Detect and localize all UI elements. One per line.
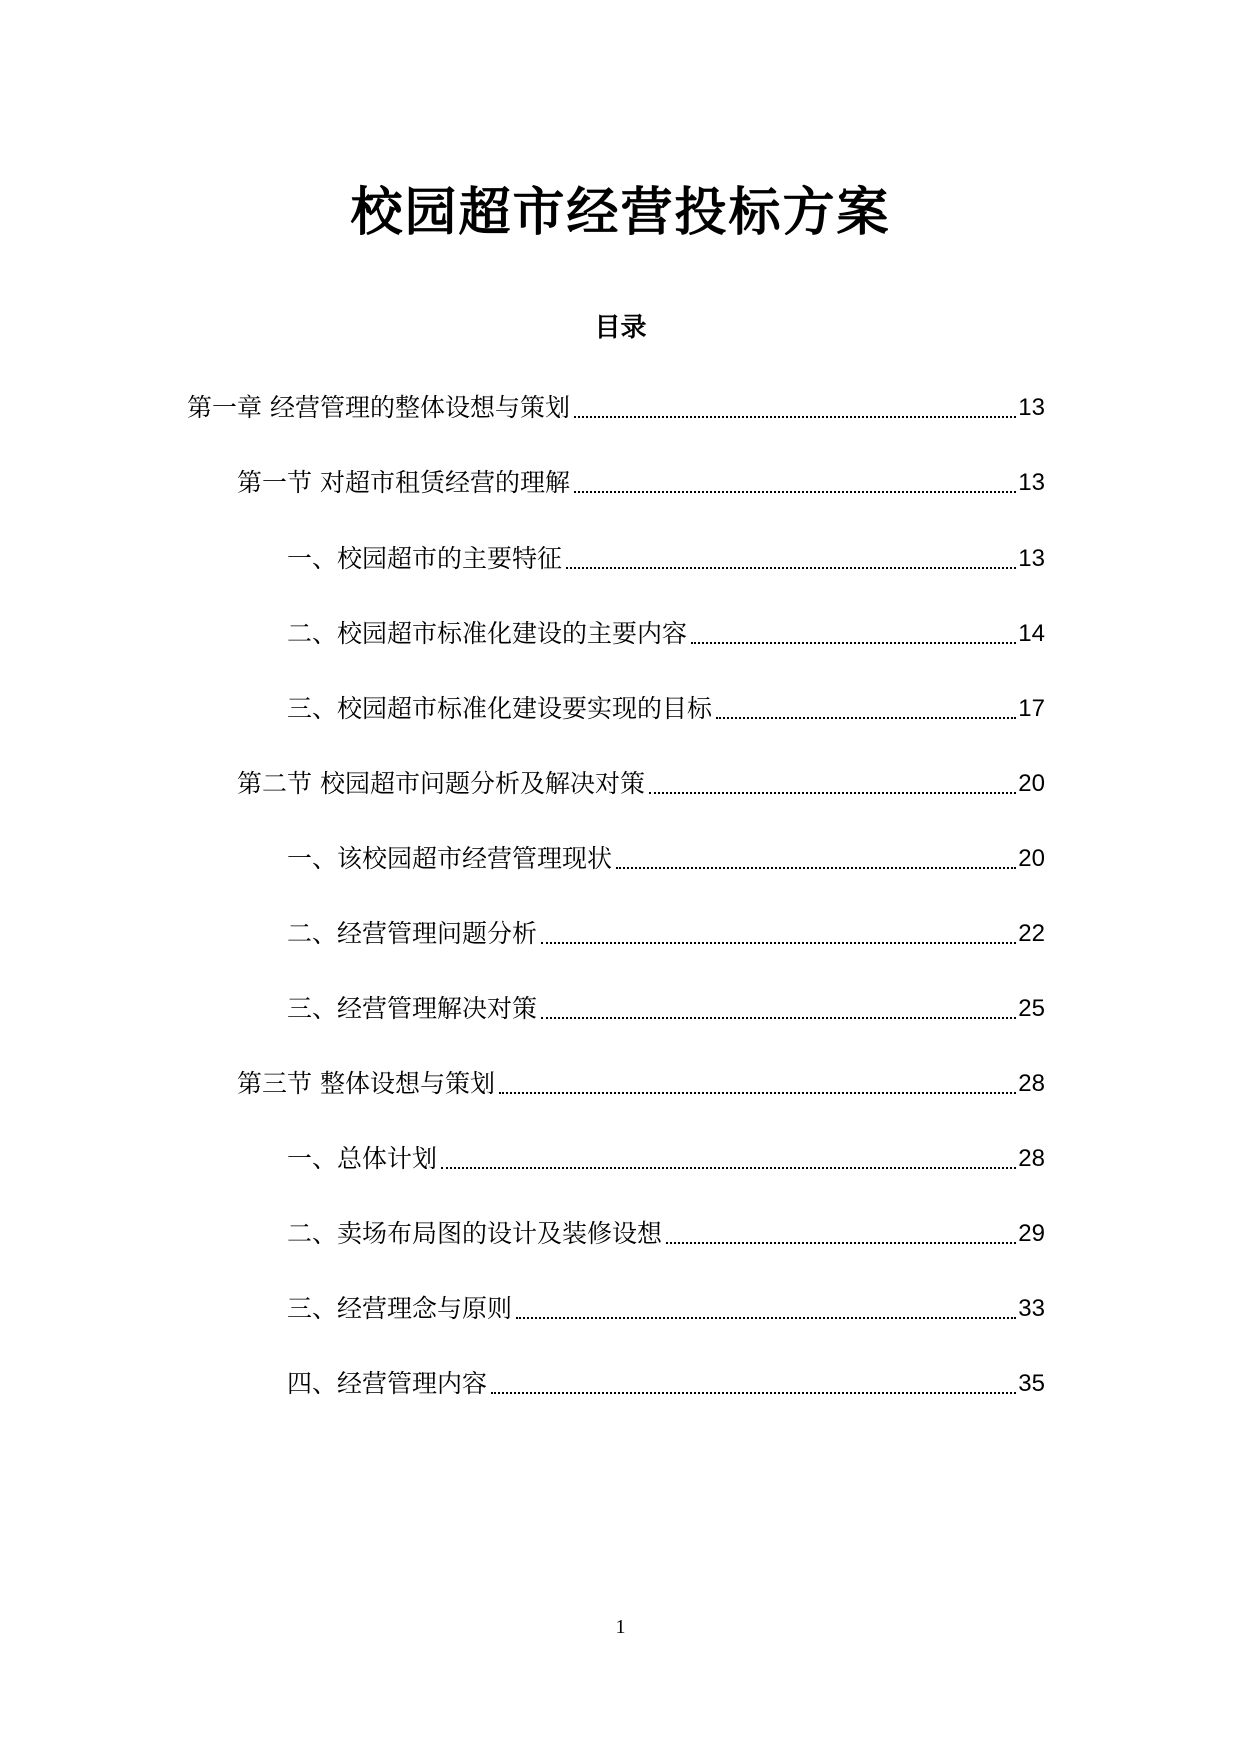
- toc-entry-title: 二、校园超市标准化建设的主要内容: [287, 619, 688, 648]
- toc-entry[interactable]: [287, 614, 1045, 654]
- toc-entry-page: 28: [1018, 1145, 1045, 1172]
- toc-entry[interactable]: [237, 463, 1045, 503]
- toc-entry-page: 29: [1018, 1220, 1045, 1247]
- toc-heading: 目录: [594, 313, 647, 343]
- toc-entry[interactable]: [287, 1214, 1045, 1254]
- document-title: 校园超市经营投标方案: [350, 183, 891, 243]
- toc-entry-page: 20: [1018, 845, 1045, 872]
- toc-leader-dots: [491, 1392, 1016, 1394]
- toc-entry-title: 一、总体计划: [287, 1144, 438, 1173]
- toc-entry[interactable]: [287, 839, 1045, 879]
- toc-entry[interactable]: [287, 1289, 1045, 1329]
- toc-leader-dots: [516, 1317, 1016, 1319]
- toc-entry[interactable]: [187, 388, 1045, 428]
- toc-leader-dots: [666, 1242, 1016, 1244]
- toc-entry[interactable]: [237, 764, 1045, 804]
- toc-entry[interactable]: [287, 539, 1045, 579]
- toc-entry-title: 三、经营管理解决对策: [287, 994, 538, 1023]
- toc-entry-title: 一、校园超市的主要特征: [287, 544, 563, 573]
- toc-entry-title: 三、校园超市标准化建设要实现的目标: [287, 694, 713, 723]
- toc-entry-page: 14: [1018, 620, 1045, 647]
- toc-entry-page: 17: [1018, 695, 1045, 722]
- toc-entry-page: 25: [1018, 995, 1045, 1022]
- toc-leader-dots: [441, 1167, 1016, 1169]
- toc-entry-page: 13: [1018, 469, 1045, 496]
- page-number: 1: [615, 1616, 626, 1638]
- toc-entry[interactable]: [287, 1364, 1045, 1404]
- toc-entry-title: 四、经营管理内容: [287, 1369, 488, 1398]
- toc-leader-dots: [649, 792, 1016, 794]
- toc-leader-dots: [616, 867, 1016, 869]
- toc-entry[interactable]: [287, 689, 1045, 729]
- toc-entry-page: 13: [1018, 394, 1045, 421]
- toc-entry[interactable]: [237, 1064, 1045, 1104]
- toc-entry-title: 二、经营管理问题分析: [287, 919, 538, 948]
- toc-leader-dots: [574, 491, 1016, 493]
- toc-entry-title: 第三节 整体设想与策划: [237, 1069, 495, 1098]
- toc-entry-page: 22: [1018, 920, 1045, 947]
- toc-leader-dots: [541, 1017, 1016, 1019]
- toc-entry-page: 20: [1018, 770, 1045, 797]
- toc-leader-dots: [499, 1092, 1016, 1094]
- toc-leader-dots: [691, 642, 1016, 644]
- toc-entry-title: 二、卖场布局图的设计及装修设想: [287, 1219, 663, 1248]
- toc-leader-dots: [716, 717, 1016, 719]
- toc-entry[interactable]: [287, 1139, 1045, 1179]
- toc-entry[interactable]: [287, 989, 1045, 1029]
- toc-entry-page: 28: [1018, 1070, 1045, 1097]
- toc-entry-page: 13: [1018, 545, 1045, 572]
- toc-entry-title: 一、该校园超市经营管理现状: [287, 844, 613, 873]
- toc-leader-dots: [541, 942, 1016, 944]
- toc-entry-title: 第一节 对超市租赁经营的理解: [237, 468, 570, 497]
- toc-entry-page: 33: [1018, 1295, 1045, 1322]
- toc-leader-dots: [574, 416, 1016, 418]
- toc-entry-title: 三、经营理念与原则: [287, 1294, 513, 1323]
- toc-entry-title: 第一章 经营管理的整体设想与策划: [187, 393, 570, 422]
- toc-entry-page: 35: [1018, 1370, 1045, 1397]
- toc-entry[interactable]: [287, 914, 1045, 954]
- toc-leader-dots: [566, 567, 1016, 569]
- toc-entry-title: 第二节 校园超市问题分析及解决对策: [237, 769, 645, 798]
